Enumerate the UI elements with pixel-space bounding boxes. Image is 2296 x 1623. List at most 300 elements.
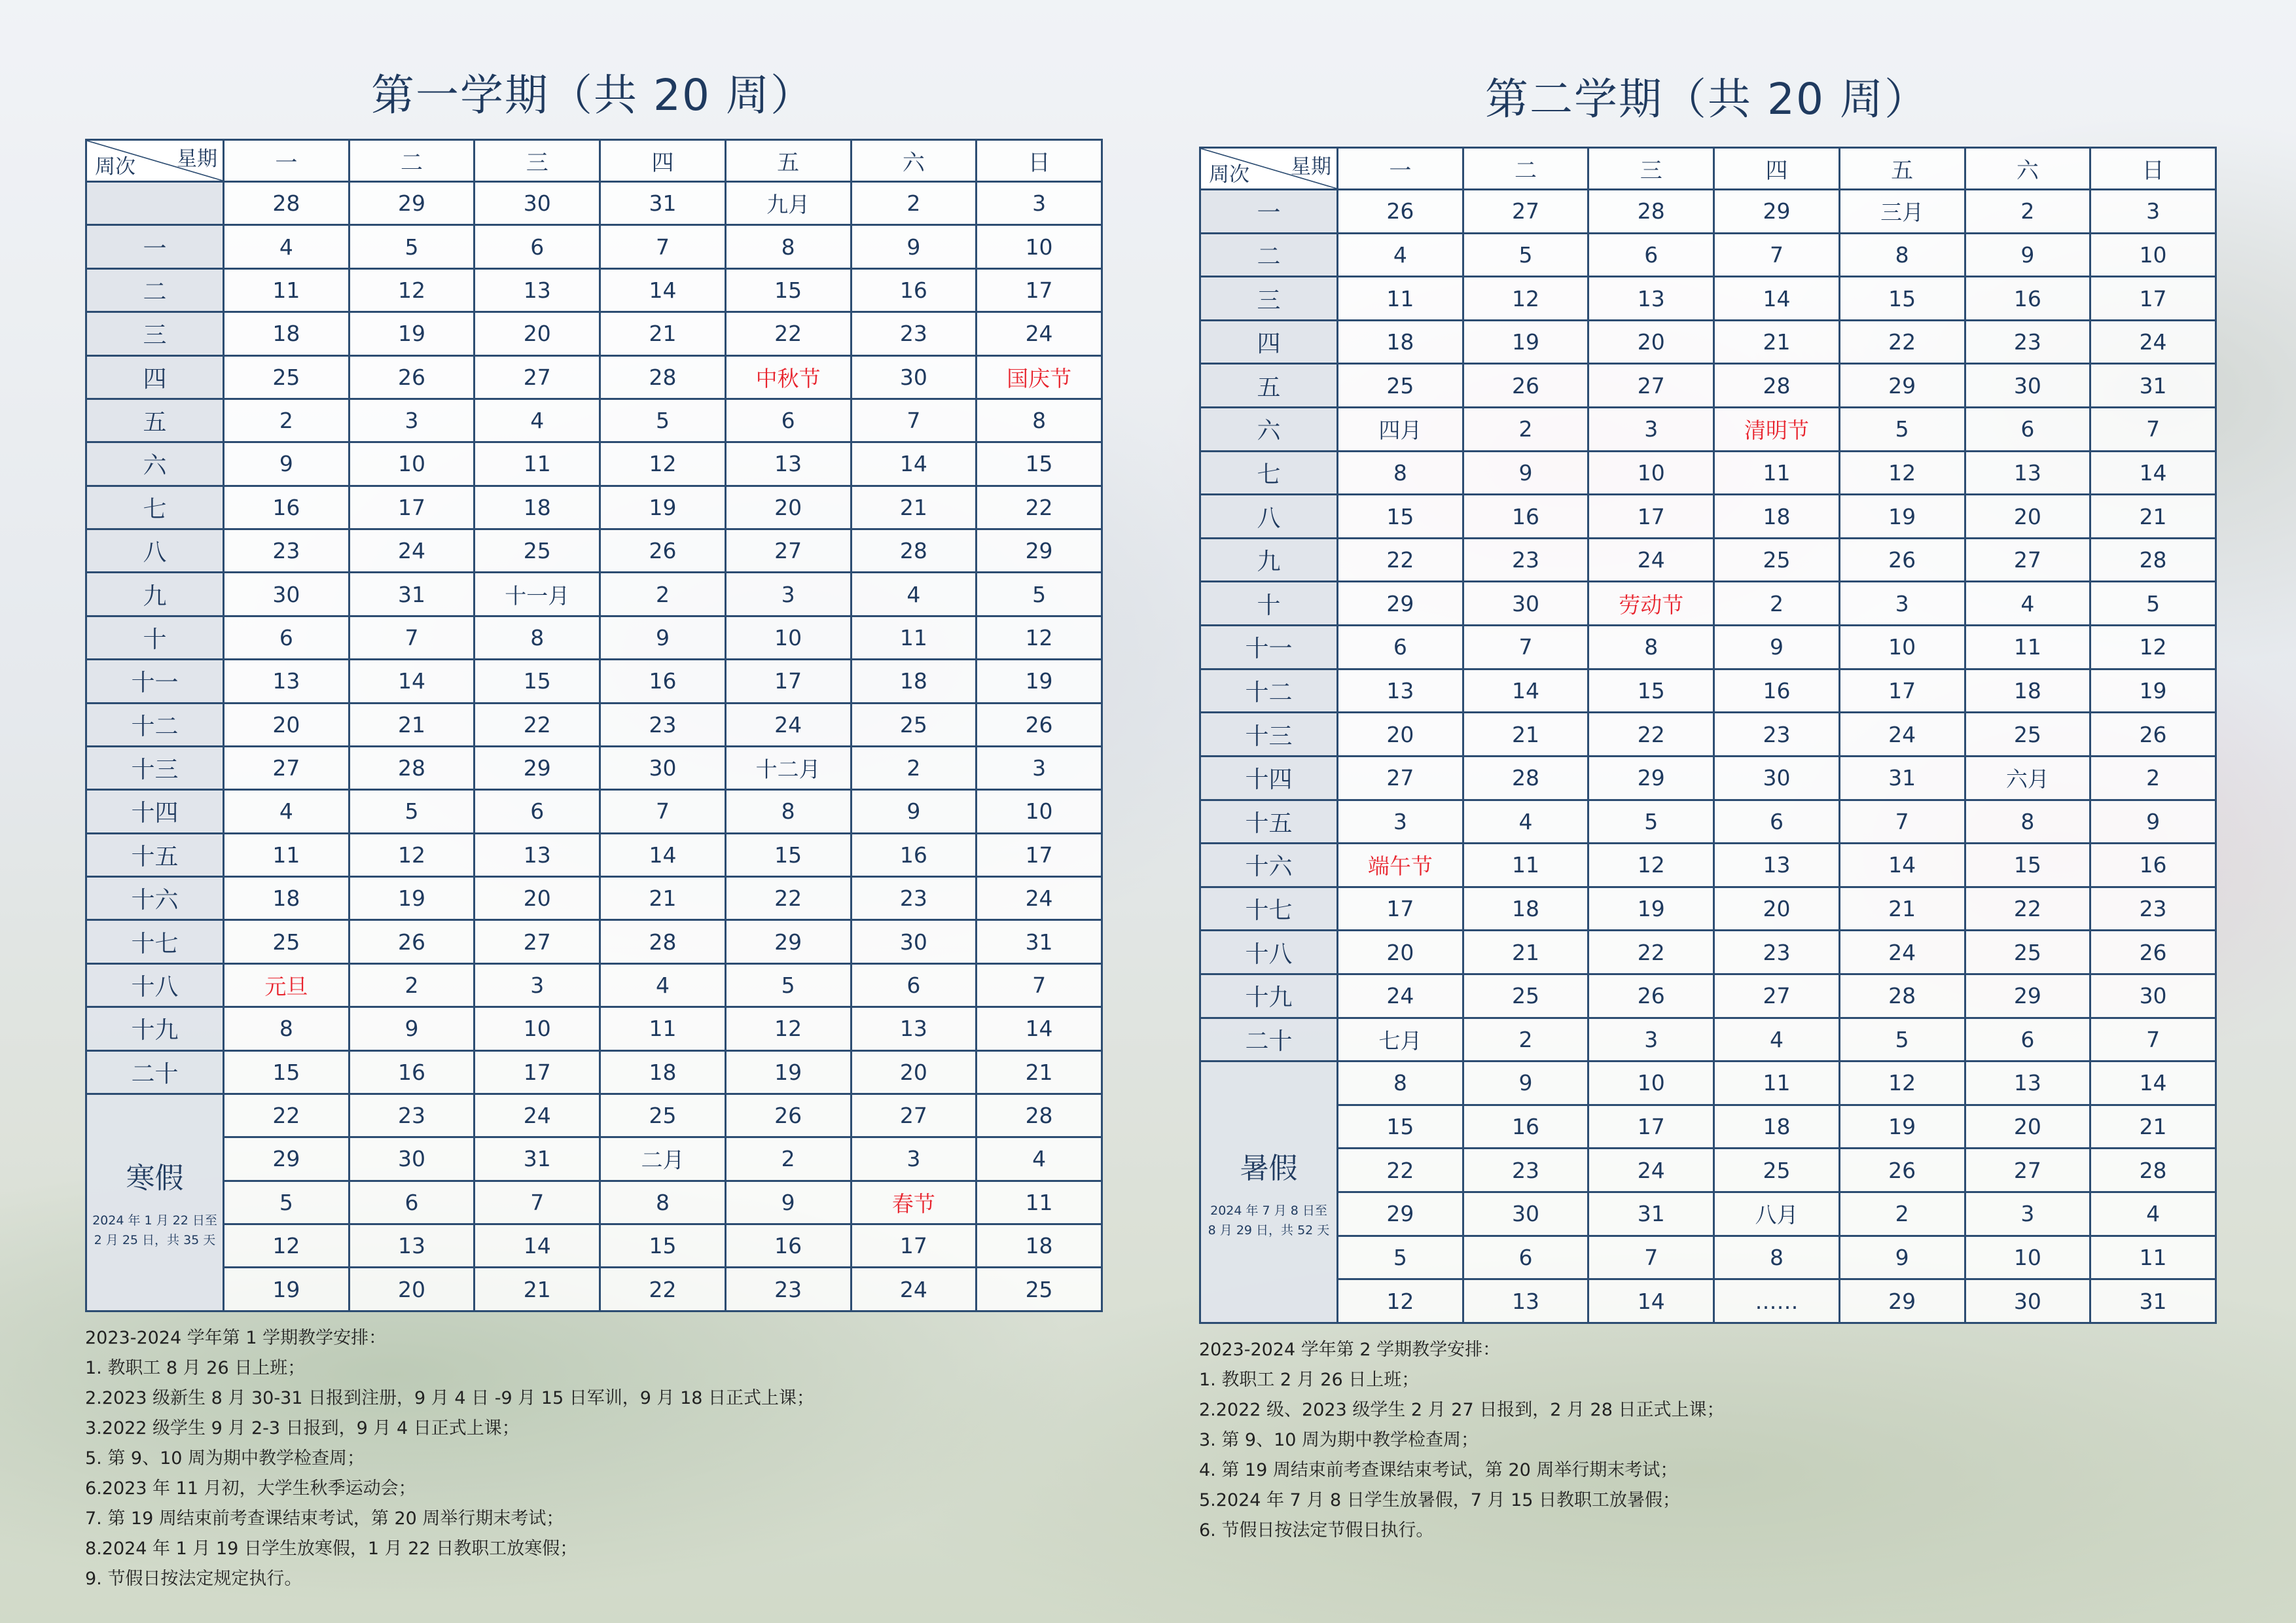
day-cell: 8 (1714, 1236, 1840, 1279)
week-number-cell: 二 (1200, 233, 1338, 277)
day-cell: 27 (475, 920, 600, 963)
week-number-cell: 八 (1200, 495, 1338, 539)
day-cell: 4 (475, 399, 600, 442)
day-cell: 11 (851, 616, 977, 659)
day-cell: 19 (1839, 1105, 1965, 1149)
day-cell: 8 (725, 790, 851, 833)
day-cell: 2 (725, 1137, 851, 1181)
day-cell: 26 (725, 1094, 851, 1137)
week-number-cell: 十一 (86, 660, 224, 703)
day-cell: 2 (600, 573, 726, 616)
day-cell: 8 (725, 225, 851, 268)
day-cell: 2 (1463, 408, 1588, 452)
week-row (1200, 495, 2216, 539)
week-row (1200, 538, 2216, 582)
day-cell: 29 (1714, 190, 1840, 234)
day-cell: 23 (349, 1094, 475, 1137)
day-cell: 28 (977, 1094, 1102, 1137)
week-number-cell: 九 (1200, 538, 1338, 582)
notes-heading: 2023-2024 学年第 2 学期教学安排： (1199, 1340, 1501, 1360)
day-cell: 4 (977, 1137, 1102, 1181)
day-cell: 20 (1338, 931, 1463, 974)
day-cell: 26 (2090, 713, 2216, 757)
week-row (86, 442, 1102, 486)
day-cell: 8 (1588, 626, 1714, 669)
day-cell: 16 (851, 268, 977, 312)
day-cell: 18 (600, 1050, 726, 1094)
day-cell: 28 (224, 182, 350, 225)
day-cell: 6 (224, 616, 350, 659)
vacation-row (1200, 1192, 2216, 1236)
week-row (86, 486, 1102, 529)
day-cell: 21 (851, 486, 977, 529)
day-cell: 14 (1714, 277, 1840, 321)
day-cell: 24 (2090, 320, 2216, 364)
day-cell: 15 (1338, 495, 1463, 539)
week-row (86, 703, 1102, 746)
vacation-row (1200, 1149, 2216, 1192)
day-cell: 29 (475, 746, 600, 789)
day-cell: 4 (1338, 233, 1463, 277)
vacation-note: 8 月 29 日，共 52 天 (1208, 1222, 1330, 1238)
note-line: 3.2022 级学生 9 月 2-3 日报到，9 月 4 日正式上课； (85, 1418, 520, 1438)
day-cell: 23 (1463, 538, 1588, 582)
day-cell: 5 (224, 1181, 350, 1224)
day-cell: 21 (475, 1268, 600, 1311)
day-cell: 13 (851, 1007, 977, 1050)
day-cell: 7 (977, 963, 1102, 1007)
day-cell: 12 (1338, 1279, 1463, 1323)
day-cell: 28 (1463, 756, 1588, 800)
week-number-cell: 二 (86, 268, 224, 312)
week-row (1200, 931, 2216, 974)
day-cell: 7 (349, 616, 475, 659)
week-row (86, 573, 1102, 616)
corner-week-label: 周次 (95, 155, 135, 179)
week-number-cell: 四 (1200, 320, 1338, 364)
note-line: 3. 第 9、10 周为期中教学检查周； (1199, 1430, 1479, 1450)
day-cell: 2 (1965, 190, 2090, 234)
day-cell: 19 (977, 660, 1102, 703)
day-cell: 20 (475, 312, 600, 355)
day-cell: 11 (2090, 1236, 2216, 1279)
day-cell: 19 (349, 312, 475, 355)
week-number-cell: 八 (86, 529, 224, 573)
day-cell: 10 (2090, 233, 2216, 277)
day-cell: 13 (349, 1224, 475, 1268)
day-cell: 30 (1714, 756, 1840, 800)
weekday-header: 日 (977, 140, 1102, 182)
day-cell: 12 (1463, 277, 1588, 321)
day-cell: 八月 (1714, 1192, 1840, 1236)
day-cell: 10 (1588, 1061, 1714, 1105)
day-cell: 12 (600, 442, 726, 486)
day-cell: 12 (224, 1224, 350, 1268)
holiday-cell: 中秋节 (725, 355, 851, 399)
week-number-cell: 十 (1200, 582, 1338, 626)
day-cell: 7 (1714, 233, 1840, 277)
day-cell: 16 (1463, 1105, 1588, 1149)
week-row (86, 920, 1102, 963)
day-cell: 9 (224, 442, 350, 486)
day-cell: 5 (349, 225, 475, 268)
week-number-cell: 五 (86, 399, 224, 442)
day-cell: 13 (224, 660, 350, 703)
day-cell: 29 (1588, 756, 1714, 800)
day-cell: 15 (475, 660, 600, 703)
day-cell: 22 (224, 1094, 350, 1137)
day-cell: 10 (977, 790, 1102, 833)
day-cell: 15 (977, 442, 1102, 486)
day-cell: 27 (1714, 974, 1840, 1018)
week-number-cell: 十九 (1200, 974, 1338, 1018)
day-cell: 30 (1965, 364, 2090, 408)
day-cell: 17 (1338, 887, 1463, 931)
day-cell: 9 (1463, 1061, 1588, 1105)
note-line: 7. 第 19 周结束前考查课结束考试，第 20 周举行期末考试； (85, 1508, 564, 1529)
day-cell: 30 (600, 746, 726, 789)
day-cell: 17 (851, 1224, 977, 1268)
day-cell: 31 (600, 182, 726, 225)
day-cell: 15 (725, 833, 851, 876)
day-cell: 29 (1338, 1192, 1463, 1236)
week-row (86, 963, 1102, 1007)
week-row (86, 182, 1102, 225)
day-cell: 18 (224, 877, 350, 920)
day-cell: 31 (475, 1137, 600, 1181)
header-row (86, 140, 1102, 182)
day-cell: 8 (1839, 233, 1965, 277)
weekday-header: 三 (1588, 148, 1714, 190)
day-cell: 21 (349, 703, 475, 746)
week-row (1200, 713, 2216, 757)
day-cell: 17 (977, 833, 1102, 876)
week-row (1200, 190, 2216, 234)
day-cell: 24 (1338, 974, 1463, 1018)
day-cell: 13 (475, 268, 600, 312)
week-number-cell: 十三 (1200, 713, 1338, 757)
week-number-cell: 十二 (1200, 669, 1338, 713)
week-number-cell: 六 (1200, 408, 1338, 452)
day-cell: 4 (600, 963, 726, 1007)
day-cell: 21 (1463, 931, 1588, 974)
day-cell: 11 (1714, 1061, 1840, 1105)
week-row (86, 355, 1102, 399)
note-line: 6. 节假日按法定节假日执行。 (1199, 1520, 1434, 1541)
day-cell: 6 (1338, 626, 1463, 669)
day-cell: 25 (224, 920, 350, 963)
day-cell: 27 (1965, 538, 2090, 582)
day-cell: 9 (2090, 800, 2216, 844)
holiday-cell: 国庆节 (977, 355, 1102, 399)
day-cell: 10 (977, 225, 1102, 268)
day-cell: 2 (2090, 756, 2216, 800)
week-number-cell: 十五 (86, 833, 224, 876)
week-row (86, 225, 1102, 268)
day-cell: 28 (851, 529, 977, 573)
day-cell: 25 (1965, 713, 2090, 757)
day-cell: 31 (2090, 364, 2216, 408)
day-cell: 21 (977, 1050, 1102, 1094)
week-row (86, 660, 1102, 703)
day-cell: 14 (851, 442, 977, 486)
day-cell: 七月 (1338, 1018, 1463, 1061)
day-cell: 31 (1588, 1192, 1714, 1236)
weekday-header: 六 (851, 140, 977, 182)
day-cell: 23 (851, 877, 977, 920)
day-cell: 11 (224, 833, 350, 876)
day-cell: 6 (475, 225, 600, 268)
holiday-cell: 端午节 (1338, 844, 1463, 887)
day-cell: 24 (1839, 713, 1965, 757)
day-cell: 20 (475, 877, 600, 920)
weekday-header: 五 (725, 140, 851, 182)
day-cell: 16 (1714, 669, 1840, 713)
day-cell: 3 (1338, 800, 1463, 844)
day-cell: 22 (600, 1268, 726, 1311)
week-number-cell: 十一 (1200, 626, 1338, 669)
day-cell: 22 (1588, 713, 1714, 757)
day-cell: 30 (1965, 1279, 2090, 1323)
day-cell: 30 (1463, 582, 1588, 626)
day-cell: 22 (725, 312, 851, 355)
day-cell: 28 (1588, 190, 1714, 234)
day-cell: 3 (2090, 190, 2216, 234)
day-cell: 22 (1588, 931, 1714, 974)
day-cell: 20 (851, 1050, 977, 1094)
day-cell: 19 (224, 1268, 350, 1311)
day-cell: 26 (2090, 931, 2216, 974)
day-cell: 6 (1714, 800, 1840, 844)
day-cell: 21 (1714, 320, 1840, 364)
day-cell: 22 (1839, 320, 1965, 364)
day-cell: 11 (1463, 844, 1588, 887)
day-cell: 30 (475, 182, 600, 225)
vacation-name: 寒假 (126, 1162, 184, 1196)
day-cell: 31 (2090, 1279, 2216, 1323)
day-cell: 4 (1463, 800, 1588, 844)
day-cell: 7 (2090, 408, 2216, 452)
day-cell: 9 (1463, 451, 1588, 495)
day-cell: 12 (349, 268, 475, 312)
day-cell: 29 (1965, 974, 2090, 1018)
vacation-row (1200, 1279, 2216, 1323)
day-cell: 5 (600, 399, 726, 442)
week-row (1200, 1018, 2216, 1061)
day-cell: 14 (600, 833, 726, 876)
schedule-notes (1199, 1335, 1725, 1546)
corner-weekday-label: 星期 (177, 147, 217, 171)
day-cell: 21 (600, 312, 726, 355)
day-cell: 6 (1965, 408, 2090, 452)
day-cell: 21 (1463, 713, 1588, 757)
day-cell: 15 (1588, 669, 1714, 713)
week-number-cell: 九 (86, 573, 224, 616)
day-cell: 28 (600, 355, 726, 399)
holiday-cell: 元旦 (224, 963, 350, 1007)
note-line: 9. 节假日按法定规定执行。 (85, 1569, 302, 1589)
day-cell: 19 (1839, 495, 1965, 539)
day-cell: 30 (1463, 1192, 1588, 1236)
day-cell: 7 (1588, 1236, 1714, 1279)
day-cell: 5 (1463, 233, 1588, 277)
day-cell: 23 (224, 529, 350, 573)
day-cell: 22 (475, 703, 600, 746)
day-cell: 20 (1965, 495, 2090, 539)
day-cell: 15 (224, 1050, 350, 1094)
week-row (86, 746, 1102, 789)
day-cell: 5 (977, 573, 1102, 616)
week-row (1200, 408, 2216, 452)
day-cell: 22 (977, 486, 1102, 529)
weekday-header: 二 (349, 140, 475, 182)
day-cell: 25 (977, 1268, 1102, 1311)
notes-heading: 2023-2024 学年第 1 学期教学安排： (85, 1328, 387, 1348)
day-cell: 31 (349, 573, 475, 616)
corner-weekday-label: 星期 (1291, 155, 1331, 179)
semester-title: 第一学期（共 20 周） (371, 70, 815, 120)
vacation-row (86, 1094, 1102, 1137)
weekday-header: 六 (1965, 148, 2090, 190)
note-line: 6.2023 年 11 月初，大学生秋季运动会； (85, 1478, 416, 1499)
day-cell: 7 (600, 790, 726, 833)
day-cell: 十二月 (725, 746, 851, 789)
day-cell: 15 (1338, 1105, 1463, 1149)
day-cell: 9 (1839, 1236, 1965, 1279)
day-cell: 25 (1965, 931, 2090, 974)
day-cell: 4 (1965, 582, 2090, 626)
day-cell: 2 (851, 182, 977, 225)
day-cell: 28 (2090, 1149, 2216, 1192)
day-cell: 4 (224, 790, 350, 833)
day-cell: 23 (1965, 320, 2090, 364)
day-cell: 20 (725, 486, 851, 529)
weekday-header: 三 (475, 140, 600, 182)
day-cell: 22 (1965, 887, 2090, 931)
day-cell: 9 (600, 616, 726, 659)
week-number-cell: 十七 (86, 920, 224, 963)
day-cell: 4 (851, 573, 977, 616)
day-cell: 12 (1588, 844, 1714, 887)
day-cell: 13 (1965, 451, 2090, 495)
week-number-cell: 十二 (86, 703, 224, 746)
week-number-cell: 十八 (86, 963, 224, 1007)
day-cell: 3 (1588, 1018, 1714, 1061)
day-cell: 18 (1338, 320, 1463, 364)
day-cell: 5 (2090, 582, 2216, 626)
day-cell: 8 (224, 1007, 350, 1050)
day-cell: 10 (1588, 451, 1714, 495)
day-cell: 24 (349, 529, 475, 573)
note-line: 5.2024 年 7 月 8 日学生放暑假，7 月 15 日教职工放暑假； (1199, 1490, 1681, 1510)
week-row (1200, 756, 2216, 800)
week-number-cell: 一 (86, 225, 224, 268)
day-cell: 9 (349, 1007, 475, 1050)
vacation-row (86, 1268, 1102, 1311)
day-cell: …… (1714, 1279, 1840, 1323)
day-cell: 26 (349, 920, 475, 963)
day-cell: 12 (977, 616, 1102, 659)
day-cell: 6 (725, 399, 851, 442)
day-cell: 6 (1965, 1018, 2090, 1061)
week-number-cell: 十三 (86, 746, 224, 789)
day-cell: 26 (1839, 538, 1965, 582)
week-number-cell: 二十 (86, 1050, 224, 1094)
vacation-note: 2024 年 7 月 8 日至 (1210, 1203, 1327, 1218)
week-number-cell: 三 (86, 312, 224, 355)
week-row (86, 399, 1102, 442)
weekday-header: 五 (1839, 148, 1965, 190)
week-number-cell: 十四 (86, 790, 224, 833)
day-cell: 14 (2090, 1061, 2216, 1105)
day-cell: 26 (1839, 1149, 1965, 1192)
day-cell: 10 (725, 616, 851, 659)
day-cell: 15 (725, 268, 851, 312)
day-cell: 25 (600, 1094, 726, 1137)
day-cell: 26 (1463, 364, 1588, 408)
week-row (1200, 800, 2216, 844)
day-cell: 27 (1338, 756, 1463, 800)
day-cell: 9 (851, 225, 977, 268)
day-cell: 3 (977, 182, 1102, 225)
day-cell: 20 (224, 703, 350, 746)
day-cell: 3 (349, 399, 475, 442)
day-cell: 10 (475, 1007, 600, 1050)
day-cell: 25 (1714, 1149, 1840, 1192)
day-cell: 7 (1839, 800, 1965, 844)
day-cell: 2 (1839, 1192, 1965, 1236)
vacation-note: 2 月 25 日，共 35 天 (94, 1233, 216, 1248)
day-cell: 8 (475, 616, 600, 659)
calendar-table (1199, 147, 2217, 1324)
day-cell: 29 (1839, 1279, 1965, 1323)
semester-title: 第二学期（共 20 周） (1485, 74, 1929, 124)
day-cell: 23 (725, 1268, 851, 1311)
day-cell: 11 (1338, 277, 1463, 321)
week-row (86, 268, 1102, 312)
day-cell: 26 (977, 703, 1102, 746)
week-number-cell: 十 (86, 616, 224, 659)
day-cell: 6 (851, 963, 977, 1007)
week-number-cell: 十六 (1200, 844, 1338, 887)
day-cell: 29 (1338, 582, 1463, 626)
day-cell: 16 (2090, 844, 2216, 887)
day-cell: 11 (977, 1181, 1102, 1224)
day-cell: 24 (977, 312, 1102, 355)
day-cell: 30 (851, 920, 977, 963)
week-number-cell: 一 (1200, 190, 1338, 234)
week-number-cell: 五 (1200, 364, 1338, 408)
week-row (86, 833, 1102, 876)
day-cell: 30 (349, 1137, 475, 1181)
day-cell: 5 (1839, 1018, 1965, 1061)
day-cell: 25 (1463, 974, 1588, 1018)
day-cell: 13 (1463, 1279, 1588, 1323)
day-cell: 30 (2090, 974, 2216, 1018)
day-cell: 27 (1463, 190, 1588, 234)
day-cell: 九月 (725, 182, 851, 225)
week-row (1200, 451, 2216, 495)
day-cell: 18 (475, 486, 600, 529)
day-cell: 5 (1588, 800, 1714, 844)
week-row (86, 312, 1102, 355)
day-cell: 11 (1714, 451, 1840, 495)
week-row (86, 1050, 1102, 1094)
day-cell: 2 (349, 963, 475, 1007)
week-row (1200, 277, 2216, 321)
day-cell: 18 (1714, 1105, 1840, 1149)
day-cell: 8 (1338, 1061, 1463, 1105)
